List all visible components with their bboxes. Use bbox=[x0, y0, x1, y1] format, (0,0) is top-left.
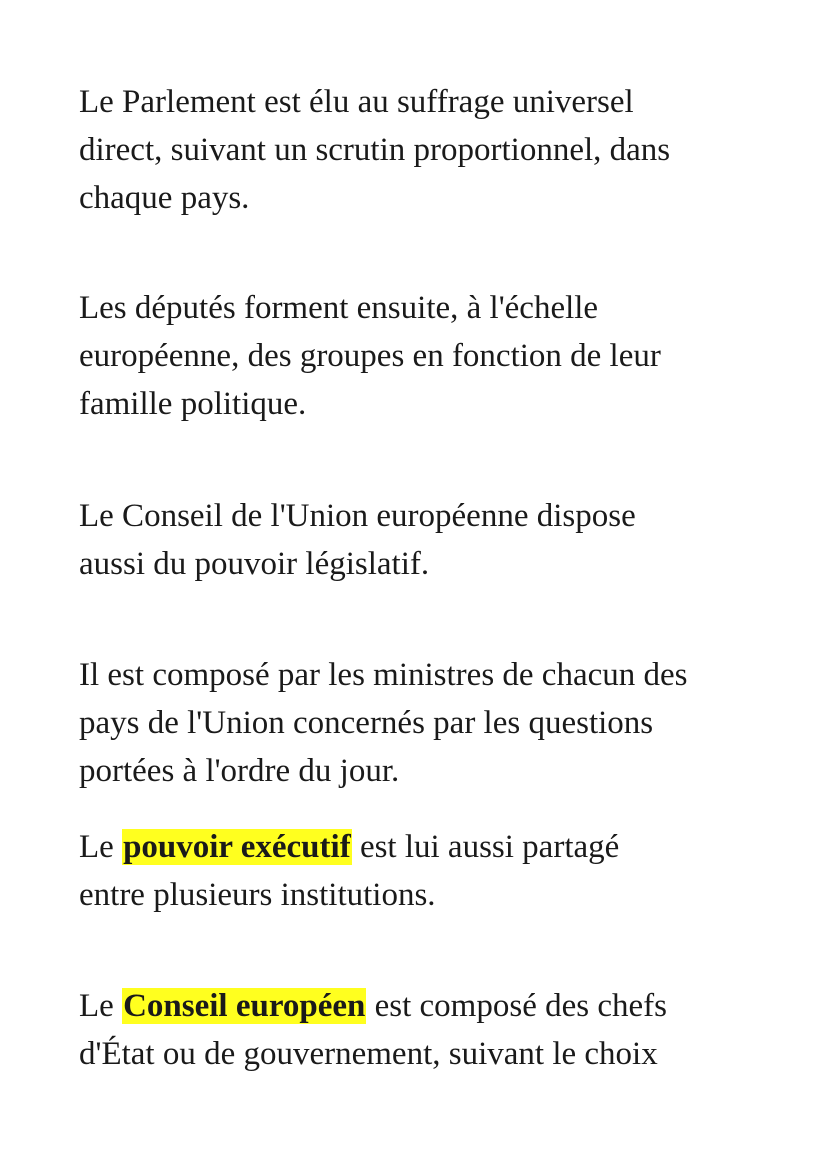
text-segment: est composé des chefs bbox=[366, 988, 667, 1024]
text-line: portées à l'ordre du jour. bbox=[79, 753, 400, 789]
highlighted-term: Conseil européen bbox=[123, 988, 366, 1024]
text-segment: Le bbox=[79, 829, 123, 865]
text-line: pays de l'Union concernés par les questions bbox=[79, 705, 654, 741]
text-line: famille politique. bbox=[79, 386, 307, 422]
text-line: Le Conseil de l'Union européenne dispose bbox=[79, 498, 636, 534]
text-segment: Le bbox=[79, 988, 123, 1024]
paragraph-conseil-europeen bbox=[79, 982, 779, 1078]
text-line: Il est composé par les ministres de chacun des bbox=[79, 657, 688, 693]
text-line: Les députés forment ensuite, à l'échelle bbox=[79, 290, 599, 326]
text-line: direct, suivant un scrutin proportionnel, dans bbox=[79, 132, 671, 168]
text-segment: est lui aussi partagé bbox=[351, 829, 620, 865]
paragraph-conseil-union bbox=[79, 492, 779, 588]
text-line: Le Parlement est élu au suffrage universel bbox=[79, 84, 634, 120]
text-line: entre plusieurs institutions. bbox=[79, 877, 436, 913]
paragraph-parlement-election bbox=[79, 78, 779, 222]
paragraph-pouvoir-executif bbox=[79, 823, 779, 919]
highlighted-term: pouvoir exécutif bbox=[123, 829, 351, 865]
text-line: d'État ou de gouvernement, suivant le choix bbox=[79, 1036, 658, 1072]
text-line: européenne, des groupes en fonction de leur bbox=[79, 338, 661, 374]
paragraph-ministres bbox=[79, 651, 779, 795]
paragraph-deputes-groupes bbox=[79, 284, 779, 428]
text-line: aussi du pouvoir législatif. bbox=[79, 546, 430, 582]
text-line: chaque pays. bbox=[79, 180, 250, 216]
